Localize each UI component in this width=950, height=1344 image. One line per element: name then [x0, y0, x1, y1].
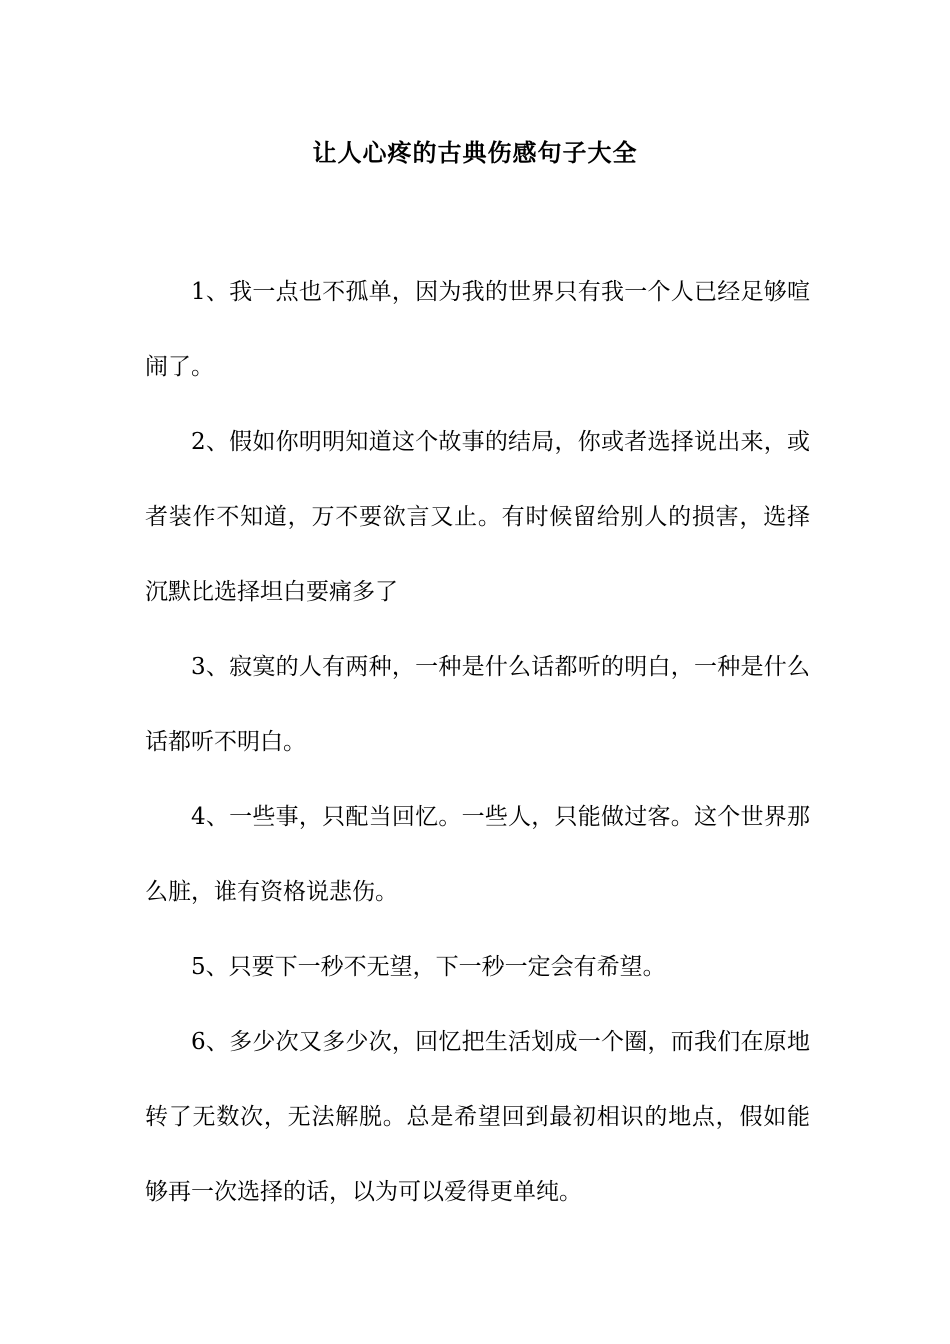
- paragraph-1: 1、我一点也不孤单，因为我的世界只有我一个人已经足够喧闹了。: [145, 279, 810, 380]
- paragraph-5: 5、只要下一秒不无望，下一秒一定会有希望。: [191, 954, 666, 980]
- page-title: 让人心疼的古典伤感句子大全: [312, 139, 638, 167]
- document-body: [145, 255, 810, 1230]
- paragraph-6: 6、多少次又多少次，回忆把生活划成一个圈，而我们在原地转了无数次，无法解脱。总是希望回到最初相识的地点，假如能够再一次选择的话，以为可以爱得更单纯。: [145, 1029, 810, 1205]
- paragraph-2: 2、假如你明明知道这个故事的结局，你或者选择说出来，或者装作不知道，万不要欲言又止。有时候留给别人的损害，选择沉默比选择坦白要痛多了: [145, 429, 810, 605]
- paragraph-3: 3、寂寞的人有两种，一种是什么话都听的明白，一种是什么话都听不明白。: [145, 654, 810, 755]
- paragraph-4: 4、一些事，只配当回忆。一些人，只能做过客。这个世界那么脏，谁有资格说悲伤。: [145, 804, 810, 905]
